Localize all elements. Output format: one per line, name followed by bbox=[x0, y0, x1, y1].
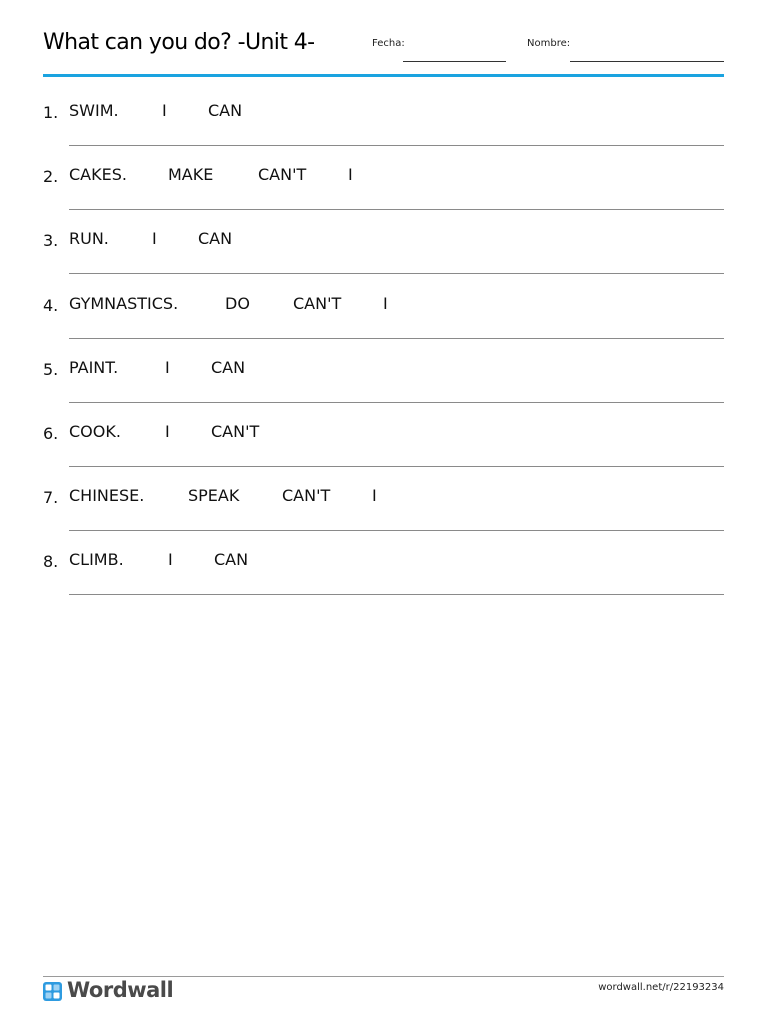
answer-line[interactable] bbox=[69, 209, 724, 210]
word-token: GYMNASTICS. bbox=[69, 294, 179, 313]
word-token: CAN'T bbox=[293, 294, 342, 313]
page-title: What can you do? -Unit 4- bbox=[43, 30, 315, 55]
word-token: CAKES. bbox=[69, 165, 127, 184]
footer-url: wordwall.net/r/22193234 bbox=[598, 982, 724, 993]
list-item bbox=[0, 479, 768, 543]
item-number: 7. bbox=[43, 488, 59, 507]
word-token: I bbox=[152, 229, 157, 248]
item-number: 5. bbox=[43, 360, 59, 379]
word-token: CAN bbox=[208, 101, 243, 120]
word-token: CAN bbox=[214, 550, 249, 569]
answer-line[interactable] bbox=[69, 145, 724, 146]
word-token: CAN bbox=[211, 358, 246, 377]
answer-line[interactable] bbox=[69, 402, 724, 403]
date-field-line[interactable] bbox=[403, 61, 506, 62]
list-item bbox=[0, 222, 768, 286]
word-token: CLIMB. bbox=[69, 550, 124, 569]
list-item bbox=[0, 94, 768, 158]
wordwall-grid-icon bbox=[43, 982, 62, 1001]
word-token: RUN. bbox=[69, 229, 109, 248]
item-number: 8. bbox=[43, 552, 59, 571]
answer-line[interactable] bbox=[69, 273, 724, 274]
item-number: 6. bbox=[43, 424, 59, 443]
word-token: I bbox=[165, 422, 170, 441]
word-token: I bbox=[162, 101, 167, 120]
item-number: 1. bbox=[43, 103, 59, 122]
word-token: I bbox=[372, 486, 377, 505]
list-item bbox=[0, 158, 768, 222]
word-token: I bbox=[168, 550, 173, 569]
list-item bbox=[0, 543, 768, 607]
item-number: 3. bbox=[43, 231, 59, 250]
list-item bbox=[0, 415, 768, 479]
name-label: Nombre: bbox=[527, 38, 571, 49]
answer-line[interactable] bbox=[69, 338, 724, 339]
name-field-line[interactable] bbox=[570, 61, 724, 62]
header-divider bbox=[43, 74, 724, 77]
answer-line[interactable] bbox=[69, 530, 724, 531]
date-label: Fecha: bbox=[372, 38, 405, 49]
item-number: 2. bbox=[43, 167, 59, 186]
word-token: CAN'T bbox=[258, 165, 307, 184]
word-token: CHINESE. bbox=[69, 486, 145, 505]
word-token: I bbox=[165, 358, 170, 377]
footer-divider bbox=[43, 976, 724, 977]
word-token: CAN'T bbox=[211, 422, 260, 441]
word-token: SWIM. bbox=[69, 101, 119, 120]
answer-line[interactable] bbox=[69, 466, 724, 467]
word-token: DO bbox=[225, 294, 250, 313]
word-token: COOK. bbox=[69, 422, 121, 441]
word-token: CAN'T bbox=[282, 486, 331, 505]
word-token: PAINT. bbox=[69, 358, 119, 377]
list-item bbox=[0, 351, 768, 415]
list-item bbox=[0, 287, 768, 351]
answer-line[interactable] bbox=[69, 594, 724, 595]
logo-wordmark: Wordwall bbox=[67, 978, 174, 1002]
word-token: CAN bbox=[198, 229, 233, 248]
word-token: I bbox=[348, 165, 353, 184]
word-token: MAKE bbox=[168, 165, 214, 184]
item-number: 4. bbox=[43, 296, 59, 315]
word-token: SPEAK bbox=[188, 486, 240, 505]
word-token: I bbox=[383, 294, 388, 313]
